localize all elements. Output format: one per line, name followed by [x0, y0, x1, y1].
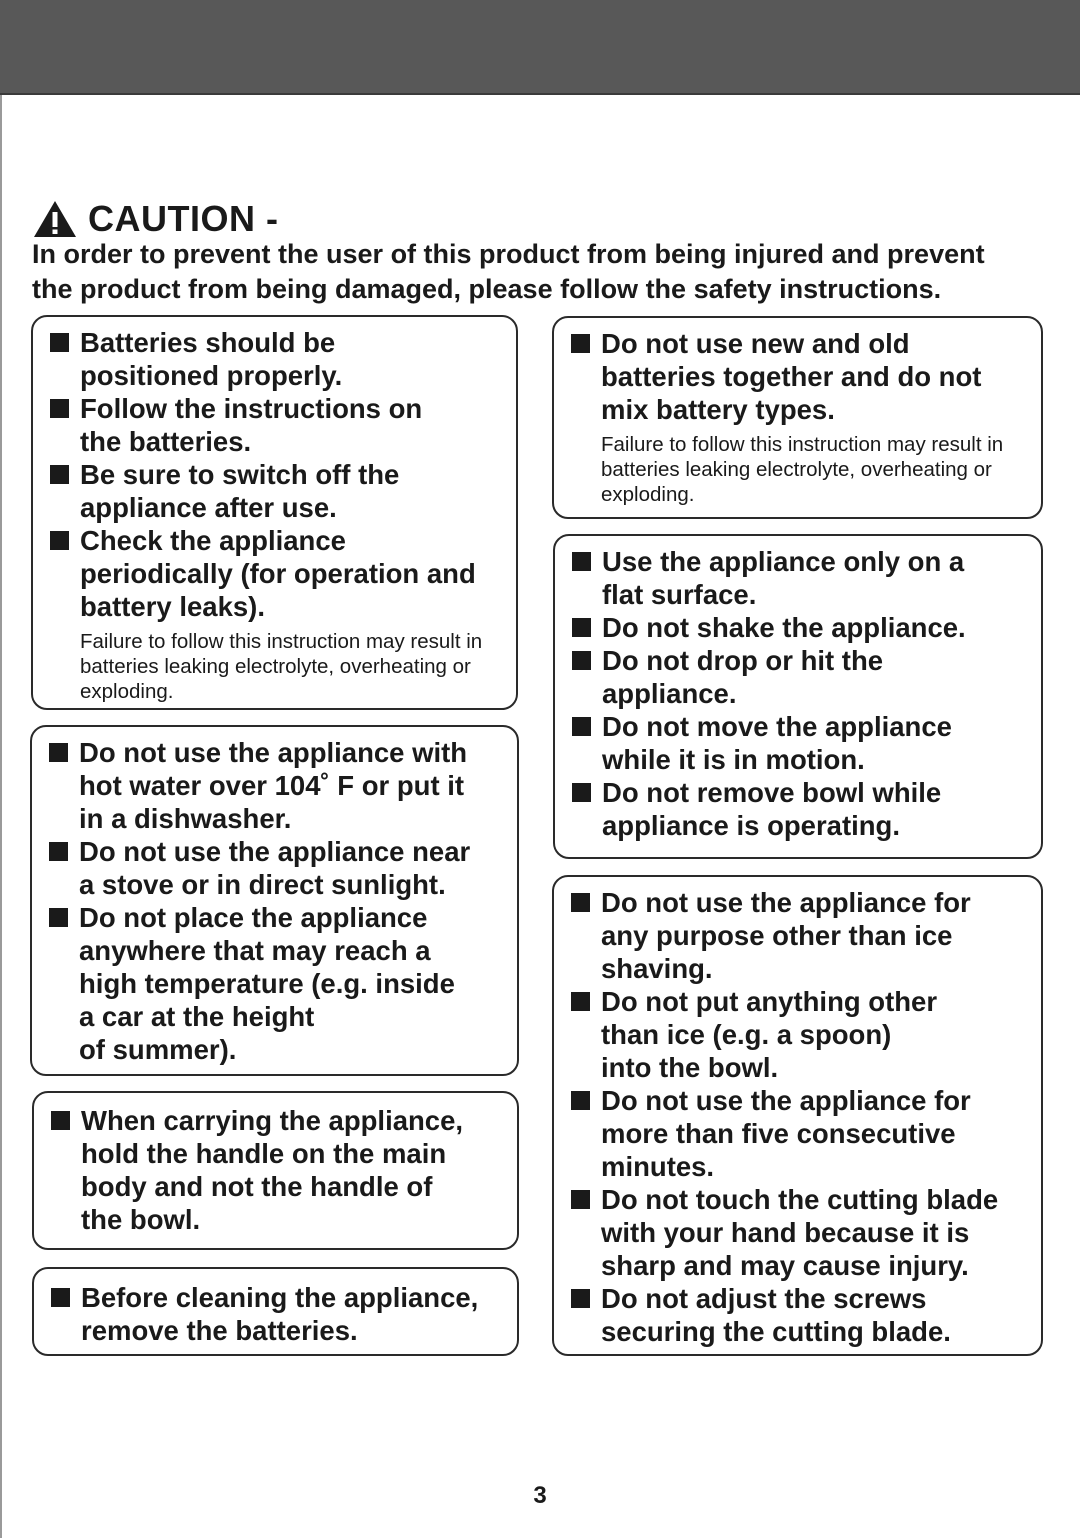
square-bullet-icon — [571, 1091, 590, 1110]
square-bullet-icon — [50, 465, 69, 484]
list-item: Batteries should be positioned properly. — [47, 326, 506, 392]
list-item: When carrying the appliance, hold the handle on the main body and not the handle of the bowl. — [48, 1104, 507, 1236]
square-bullet-icon — [571, 1289, 590, 1308]
square-bullet-icon — [50, 333, 69, 352]
warning-note: Failure to follow this instruction may result in batteries leaking electrolyte, overheating or exploding. — [601, 433, 1004, 506]
list-item: Do not use the appliance near a stove or in direct sunlight. — [46, 835, 507, 901]
square-bullet-icon — [49, 743, 68, 762]
warning-note: Failure to follow this instruction may result in batteries leaking electrolyte, overheating or exploding. — [80, 630, 483, 703]
heat-instructions-box — [30, 725, 519, 1076]
list-item: Do not remove bowl while appliance is operating. — [569, 776, 1031, 842]
list-item: Do not adjust the screws securing the cutting blade. — [568, 1282, 1031, 1348]
page-edge-rule — [0, 95, 2, 1538]
square-bullet-icon — [572, 651, 591, 670]
caution-heading — [32, 197, 278, 241]
list-item: Do not place the appliance anywhere that may reach a high temperature (e.g. inside a car at the height of summer). — [46, 901, 507, 1066]
square-bullet-icon — [571, 992, 590, 1011]
list-item: Use the appliance only on a flat surface. — [569, 545, 1031, 611]
list-item: Check the appliance periodically (for operation and battery leaks). — [47, 524, 506, 623]
square-bullet-icon — [572, 552, 591, 571]
list-item: Do not use the appliance for more than five consecutive minutes. — [568, 1084, 1031, 1183]
square-bullet-icon — [571, 1190, 590, 1209]
list-item: Follow the instructions on the batteries. — [47, 392, 506, 458]
square-bullet-icon — [572, 783, 591, 802]
square-bullet-icon — [50, 531, 69, 550]
warning-triangle-icon — [32, 199, 78, 239]
carrying-instructions-box — [32, 1091, 519, 1250]
list-item: Do not use new and old batteries together and do not mix battery types. — [568, 327, 1031, 426]
list-item: Do not use the appliance for any purpose other than ice shaving. — [568, 886, 1031, 985]
usage-instructions-box — [552, 875, 1043, 1356]
square-bullet-icon — [571, 334, 590, 353]
header-bar — [0, 0, 1080, 95]
intro-text: In order to prevent the user of this product from being injured and prevent the product from being damaged, please follow the safety instructions. — [32, 239, 985, 304]
list-item: Do not shake the appliance. — [569, 611, 1031, 644]
square-bullet-icon — [572, 618, 591, 637]
square-bullet-icon — [571, 893, 590, 912]
list-item: Before cleaning the appliance, remove the batteries. — [48, 1281, 507, 1347]
page-number: 3 — [533, 1482, 547, 1509]
cleaning-instructions-box — [32, 1267, 519, 1356]
square-bullet-icon — [49, 842, 68, 861]
caution-title: CAUTION - — [88, 198, 279, 239]
list-item: Do not touch the cutting blade with your hand because it is sharp and may cause injury. — [568, 1183, 1031, 1282]
square-bullet-icon — [51, 1288, 70, 1307]
list-item: Be sure to switch off the appliance after use. — [47, 458, 506, 524]
square-bullet-icon — [50, 399, 69, 418]
handling-instructions-box — [553, 534, 1043, 859]
list-item: Do not move the appliance while it is in motion. — [569, 710, 1031, 776]
list-item: Do not drop or hit the appliance. — [569, 644, 1031, 710]
square-bullet-icon — [51, 1111, 70, 1130]
list-item: Do not use the appliance with hot water over 104˚ F or put it in a dishwasher. — [46, 736, 507, 835]
list-item: Do not put anything other than ice (e.g. a spoon) into the bowl. — [568, 985, 1031, 1084]
battery-instructions-box — [31, 315, 518, 710]
square-bullet-icon — [49, 908, 68, 927]
battery-mixing-box — [552, 316, 1043, 519]
square-bullet-icon — [572, 717, 591, 736]
